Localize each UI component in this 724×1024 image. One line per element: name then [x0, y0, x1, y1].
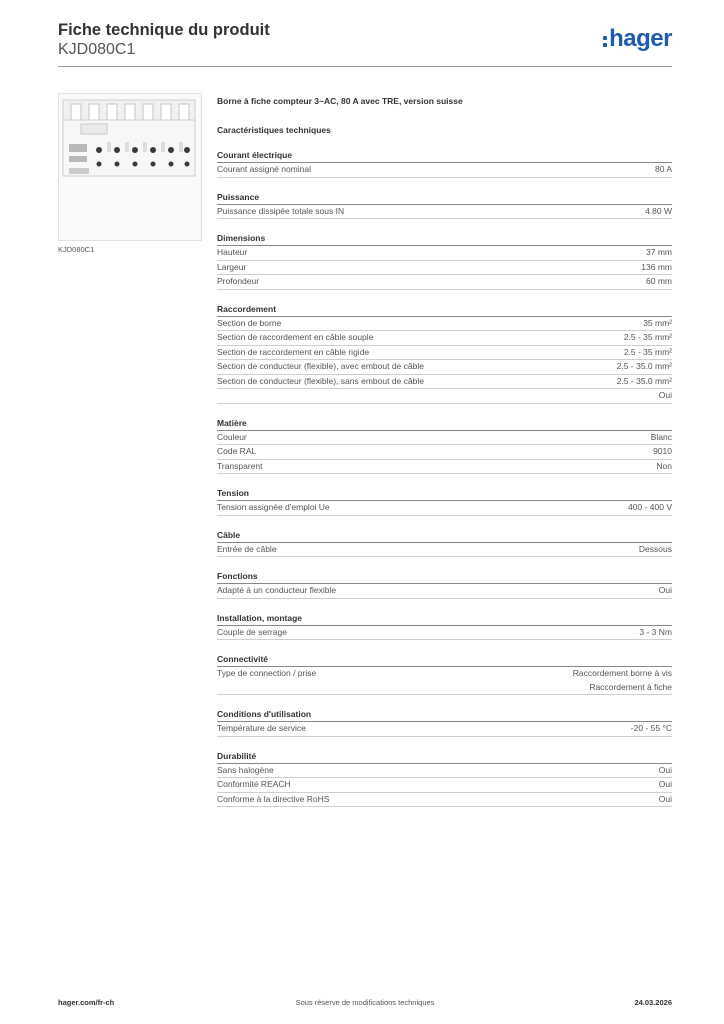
spec-row	[217, 275, 672, 290]
spec-row	[217, 501, 672, 516]
spec-group	[217, 653, 672, 695]
spec-group	[217, 303, 672, 404]
product-description: Borne à fiche compteur 3~AC, 80 A avec TRE, version suisse	[217, 96, 463, 106]
spec-value: Oui	[658, 390, 672, 400]
spec-value-cell	[659, 793, 672, 807]
spec-row	[217, 317, 672, 332]
spec-value-cell	[655, 163, 672, 177]
footer-disclaimer: Sous réserve de modifications techniques	[295, 998, 435, 1007]
spec-row	[217, 722, 672, 737]
spec-label: Type de connection / prise	[217, 668, 317, 678]
footer-date: 24.03.2026	[634, 998, 672, 1007]
document-header	[58, 20, 270, 59]
spec-value: 2.5 - 35 mm²	[623, 346, 672, 357]
spec-row	[217, 764, 672, 779]
spec-value-secondary: Raccordement à fiche	[589, 681, 672, 692]
spec-value-cell	[631, 722, 672, 736]
spec-row	[217, 375, 672, 390]
spec-group-title: Matière	[217, 417, 672, 431]
spec-label: Sans halogène	[217, 764, 274, 775]
spec-group-title: Raccordement	[217, 303, 672, 317]
spec-label: Section de raccordement en câble souple	[217, 332, 374, 342]
spec-row	[217, 431, 672, 446]
spec-label: Puissance dissipée totale sous IN	[217, 205, 345, 216]
spec-row	[217, 360, 672, 375]
spec-row	[217, 460, 672, 475]
spec-group-title: Conditions d'utilisation	[217, 708, 672, 722]
spec-label: Hauteur	[217, 247, 248, 257]
spec-label: Code RAL	[217, 446, 257, 456]
spec-group	[217, 612, 672, 641]
spec-value-cell	[653, 445, 672, 459]
spec-label: Entrée de câble	[217, 543, 277, 554]
spec-value-cell	[646, 275, 672, 289]
spec-group	[217, 232, 672, 290]
spec-label: Conforme à la directive RoHS	[217, 793, 330, 804]
spec-row	[217, 445, 672, 460]
spec-group	[217, 529, 672, 558]
footer-website: hager.com/fr-ch	[58, 998, 115, 1007]
hager-logo	[603, 27, 672, 51]
spec-group-title: Tension	[217, 487, 672, 501]
spec-value: -20 - 55 °C	[630, 723, 672, 733]
spec-group-title: Fonctions	[217, 570, 672, 584]
spec-label: Largeur	[217, 261, 247, 272]
spec-groups	[217, 149, 672, 807]
spec-value-cell	[659, 389, 672, 403]
spec-group-title: Courant électrique	[217, 149, 672, 163]
spec-label: Section de conducteur (flexible), avec embout de câble	[217, 361, 424, 371]
spec-group	[217, 570, 672, 599]
spec-value: 60 mm	[646, 276, 672, 286]
spec-value-cell	[651, 431, 672, 445]
spec-label: Couleur	[217, 431, 247, 442]
spec-content	[217, 95, 672, 807]
spec-value-cell	[659, 584, 672, 598]
spec-value-cell	[639, 543, 672, 557]
spec-label: Transparent	[217, 460, 263, 471]
spec-group	[217, 487, 672, 516]
spec-label: Adapté à un conducteur flexible	[217, 585, 337, 595]
spec-row	[217, 205, 672, 220]
spec-group	[217, 149, 672, 178]
spec-value-cell	[573, 667, 672, 694]
spec-value-cell	[659, 778, 672, 792]
specs-heading: Caractéristiques techniques	[217, 125, 331, 135]
spec-group-title: Durabilité	[217, 750, 672, 764]
header-divider	[58, 66, 672, 67]
spec-row	[217, 163, 672, 178]
spec-label: Profondeur	[217, 276, 260, 286]
spec-group-title: Câble	[217, 529, 672, 543]
product-illustration	[59, 94, 201, 240]
spec-group	[217, 191, 672, 220]
spec-value-cell	[643, 317, 672, 331]
spec-value: Oui	[658, 793, 672, 804]
spec-value-cell	[624, 331, 672, 345]
logo-dots-icon	[603, 36, 607, 47]
spec-value-cell	[656, 460, 672, 474]
spec-value: 3 - 3 Nm	[639, 626, 672, 637]
spec-label: Température de service	[217, 723, 306, 733]
spec-row	[217, 261, 672, 276]
spec-value-cell	[645, 205, 672, 219]
spec-value-cell	[641, 261, 672, 275]
spec-label: Section de borne	[217, 317, 282, 328]
document-title: Fiche technique du produit	[58, 21, 270, 39]
spec-group	[217, 417, 672, 475]
spec-value: 2.5 - 35 mm²	[623, 332, 672, 342]
spec-label: Conformité REACH	[217, 779, 291, 789]
spec-label: Tension assignée d'emploi Ue	[217, 502, 330, 512]
spec-value-cell	[628, 501, 672, 515]
product-image	[58, 93, 202, 241]
spec-row	[217, 331, 672, 346]
spec-value-cell	[639, 626, 672, 640]
spec-value-cell	[624, 346, 672, 360]
spec-value: Raccordement borne à vis	[572, 668, 672, 678]
spec-value: Oui	[658, 585, 672, 595]
spec-row	[217, 346, 672, 361]
spec-label: Couple de serrage	[217, 626, 287, 637]
spec-value: 37 mm	[646, 247, 672, 257]
spec-value-cell	[646, 246, 672, 260]
spec-value: Non	[656, 460, 672, 471]
spec-value: 4.80 W	[645, 205, 672, 216]
product-image-caption: KJD080C1	[58, 245, 95, 254]
spec-row	[217, 389, 672, 404]
spec-label: Section de conducteur (flexible), sans embout de câble	[217, 375, 424, 386]
spec-value-cell	[617, 360, 672, 374]
spec-row	[217, 667, 672, 695]
spec-label: Courant assigné nominal	[217, 164, 312, 174]
spec-value: Oui	[658, 779, 672, 789]
spec-label: Section de raccordement en câble rigide	[217, 346, 370, 357]
spec-value: 136 mm	[641, 261, 672, 272]
spec-row	[217, 584, 672, 599]
logo-text: hager	[609, 25, 672, 52]
spec-row	[217, 778, 672, 793]
spec-value: 9010	[653, 446, 672, 456]
spec-row	[217, 543, 672, 558]
spec-group-title: Puissance	[217, 191, 672, 205]
document-subtitle: KJD080C1	[58, 41, 136, 58]
spec-group	[217, 750, 672, 808]
spec-value: Dessous	[638, 543, 672, 554]
spec-group-title: Connectivité	[217, 653, 672, 667]
spec-value-cell	[659, 764, 672, 778]
spec-row	[217, 246, 672, 261]
spec-value: 2.5 - 35.0 mm²	[616, 361, 672, 371]
spec-value: 400 - 400 V	[628, 502, 672, 512]
spec-group-title: Installation, montage	[217, 612, 672, 626]
spec-value: 2.5 - 35.0 mm²	[616, 375, 672, 386]
spec-value-cell	[617, 375, 672, 389]
spec-group-title: Dimensions	[217, 232, 672, 246]
spec-row	[217, 626, 672, 641]
spec-group	[217, 708, 672, 737]
spec-value: 35 mm²	[643, 317, 672, 328]
spec-value: 80 A	[654, 164, 672, 174]
spec-value: Oui	[658, 764, 672, 775]
spec-value: Blanc	[650, 431, 672, 442]
spec-row	[217, 793, 672, 808]
